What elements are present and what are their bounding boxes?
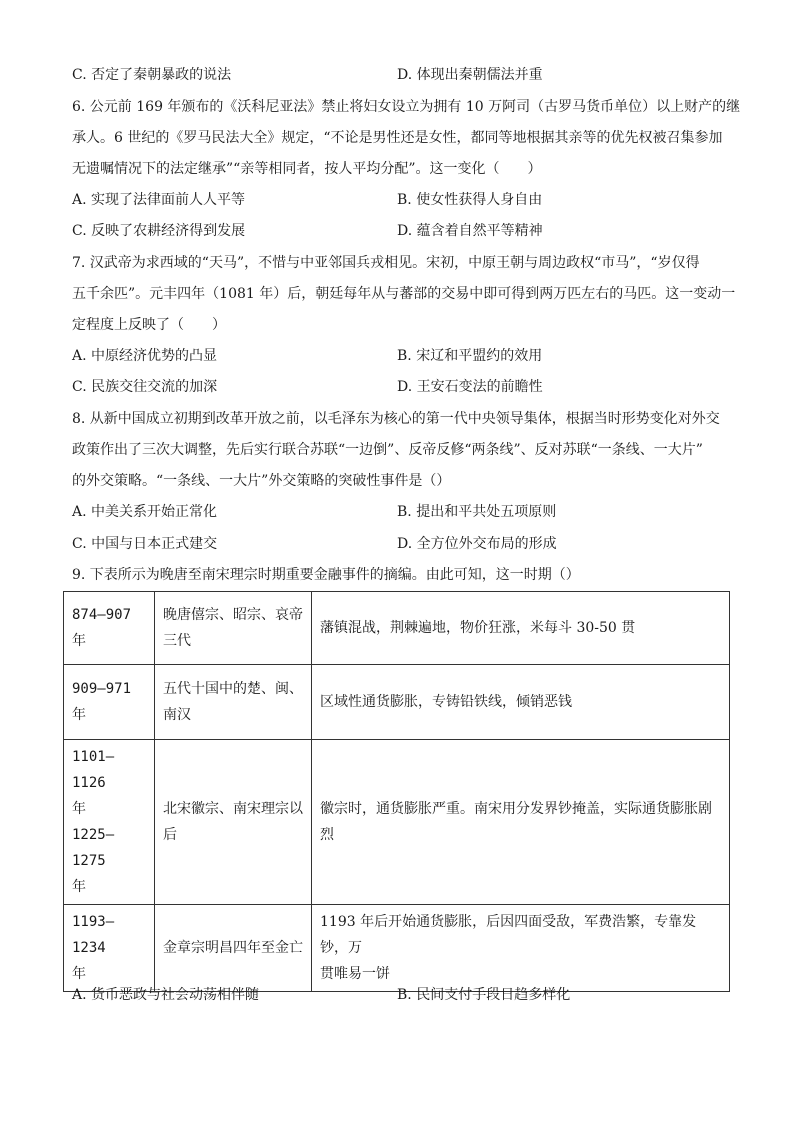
- q7-option-c: C. 民族交往交流的加深: [72, 379, 218, 395]
- q7-option-a: A. 中原经济优势的凸显: [72, 348, 218, 364]
- q5-option-c: C. 否定了秦朝暴政的说法: [72, 67, 232, 83]
- q8-stem-line2: 政策作出了三次大调整，先后实行联合苏联“一边倒”、反帝反修“两条线”、反对苏联“一条线、一大片”: [72, 442, 703, 458]
- years-line: 1101—1126: [72, 749, 115, 791]
- q6-option-d: D. 蕴含着自然平等精神: [397, 223, 543, 239]
- table-row: [64, 665, 730, 740]
- q6-stem-line3: 无遗嘱情况下的法定继承”“亲等相同者，按人平均分配”。这一变化（ ）: [72, 161, 542, 177]
- table-cell-years: [64, 740, 155, 905]
- table-row: [64, 740, 730, 905]
- q6-stem-line2: 承人。6 世纪的《罗马民法大全》规定，“不论是男性还是女性，都同等地根据其亲等的优先权被召集参加: [72, 130, 723, 146]
- table-cell-reign: [155, 665, 312, 740]
- years-line: 909—971 年: [72, 681, 132, 723]
- table-cell-detail: [312, 905, 730, 992]
- q7-option-d: D. 王安石变法的前瞻性: [397, 379, 543, 395]
- table-cell-reign: [155, 740, 312, 905]
- q9-stem: 9. 下表所示为晚唐至南宋理宗时期重要金融事件的摘编。由此可知，这一时期（）: [72, 567, 580, 583]
- reign-line: 五代十国中的楚、闽、: [163, 681, 303, 697]
- detail-line: 徽宗时，通货膨胀严重。南宋用分发界钞掩盖，实际通货膨胀剧烈: [320, 801, 712, 843]
- q6-stem-line1: 6. 公元前 169 年颁布的《沃科尼亚法》禁止将妇女设立为拥有 10 万阿司（古罗马货币单位）以上财产的继: [72, 99, 741, 115]
- detail-line: 藩镇混战，荆棘遍地，物价狂涨，米每斗 30-50 贯: [320, 620, 636, 636]
- q8-option-c: C. 中国与日本正式建交: [72, 536, 218, 552]
- q6-option-c: C. 反映了农耕经济得到发展: [72, 223, 246, 239]
- reign-line: 晚唐僖宗、昭宗、哀帝: [163, 607, 303, 623]
- q7-stem-line1: 7. 汉武帝为求西域的“天马”，不惜与中亚邻国兵戎相见。宋初，中原王朝与周边政权“市马”，“岁仅得: [72, 255, 700, 271]
- years-line: 年: [72, 801, 86, 817]
- q9-option-b: B. 民间支付手段日趋多样化: [397, 987, 571, 1003]
- table-cell-years: [64, 665, 155, 740]
- table-cell-reign: [155, 905, 312, 992]
- q8-option-a: A. 中美关系开始正常化: [72, 504, 218, 520]
- reign-line: 三代: [163, 633, 191, 649]
- q5-option-d: D. 体现出秦朝儒法并重: [397, 67, 543, 83]
- table-cell-years: [64, 592, 155, 665]
- years-line: 874—907 年: [72, 607, 132, 649]
- q8-stem-line1: 8. 从新中国成立初期到改革开放之前，以毛泽东为核心的第一代中央领导集体，根据当时形势变化对外交: [72, 411, 720, 427]
- detail-line: 区域性通货膨胀，专铸铅铁线，倾销恶钱: [320, 694, 572, 710]
- table-cell-detail: [312, 740, 730, 905]
- reign-line: 北宋徽宗、南宋理宗以: [163, 801, 303, 817]
- q7-option-b: B. 宋辽和平盟约的效用: [397, 348, 543, 364]
- table-cell-detail: [312, 592, 730, 665]
- q9-option-a: A. 货币恶政与社会动荡相伴随: [72, 987, 260, 1003]
- reign-line: 南汉: [163, 707, 191, 723]
- table-cell-years: [64, 905, 155, 992]
- finance-events-table: [63, 591, 730, 992]
- q7-stem-line2: 五千余匹”。元丰四年（1081 年）后，朝廷每年从与蕃部的交易中即可得到两万匹左右的马匹。这一变动一: [72, 286, 736, 302]
- table-cell-detail: [312, 665, 730, 740]
- q6-option-b: B. 使女性获得人身自由: [397, 192, 543, 208]
- q8-option-d: D. 全方位外交布局的形成: [397, 536, 557, 552]
- q8-option-b: B. 提出和平共处五项原则: [397, 504, 557, 520]
- years-line: 1193—1234: [72, 914, 115, 956]
- reign-line: 后: [163, 827, 177, 843]
- q6-option-a: A. 实现了法律面前人人平等: [72, 192, 246, 208]
- q7-stem-line3: 定程度上反映了（ ）: [72, 317, 226, 333]
- table-cell-reign: [155, 592, 312, 665]
- reign-line: 金章宗明昌四年至金亡: [163, 940, 303, 956]
- table-row: [64, 905, 730, 992]
- table-row: [64, 592, 730, 665]
- detail-line: 贯唯易一饼: [320, 966, 390, 982]
- years-line: 1225—1275: [72, 827, 115, 869]
- years-line: 年: [72, 966, 86, 982]
- detail-line: 1193 年后开始通货膨胀，后因四面受敌，军费浩繁，专靠发钞，万: [320, 914, 697, 956]
- years-line: 年: [72, 879, 86, 895]
- q8-stem-line3: 的外交策略。“一条线、一大片”外交策略的突破性事件是（）: [72, 473, 451, 489]
